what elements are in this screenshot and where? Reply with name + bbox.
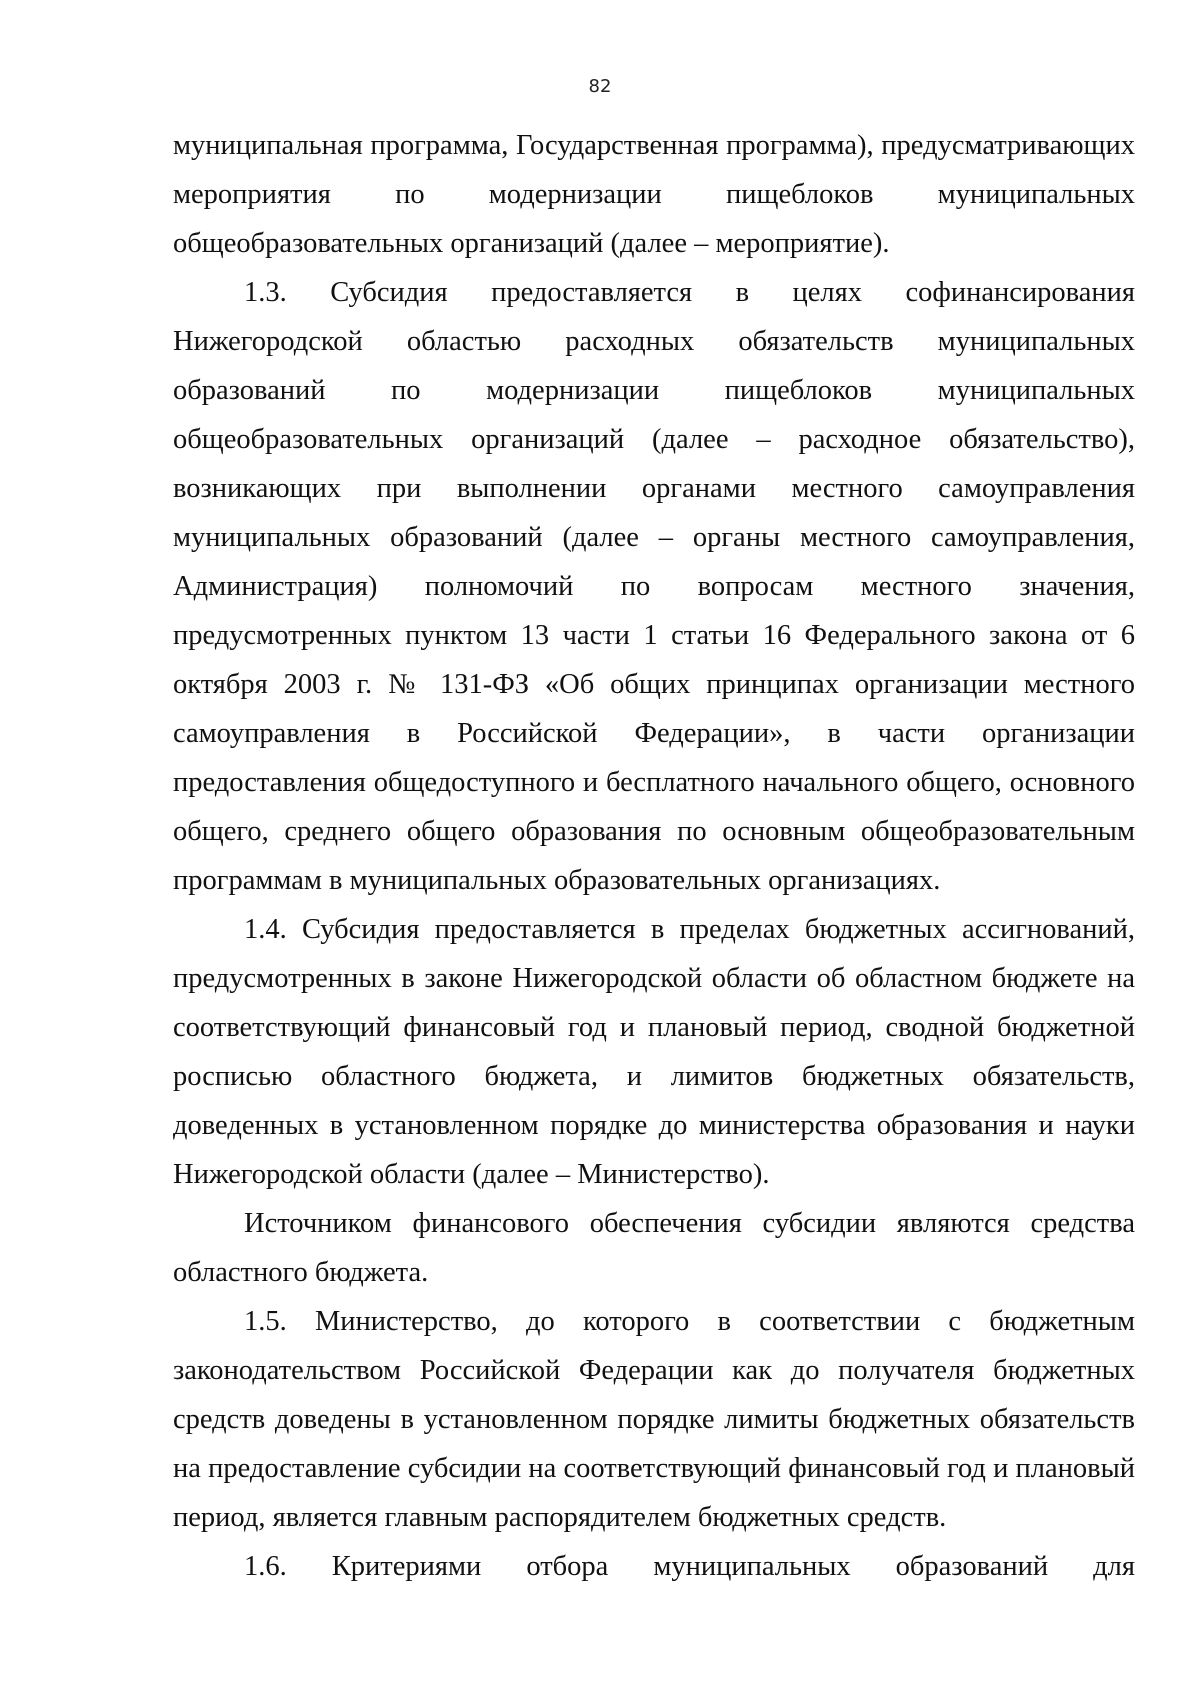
paragraph-continuation: муниципальная программа, Государственная программа), предусматривающих мероприятия по модернизации пищеблоков муниципальных общеобразовательных организаций (далее – мероприятие). [173,130,1135,259]
page-number: 82 [588,76,612,97]
paragraph-1-3: 1.3. Субсидия предоставляется в целях софинансирования Нижегородской областью расходных обязательств муниципальных образований по модернизации пищеблоков муниципальных общеобразовательных организаций (далее – расходное обязательство), возникающих при выполнении органами местного самоуправления муниципальных образований (далее – органы местного самоуправления, Администрация) полномочий по вопросам местного значения, предусмотренных пунктом 13 части 1 статьи 16 Федерального закона от 6 октября 2003 г. № 131-ФЗ «Об общих принципах организации местного самоуправления в Российской Федерации», в части организации предоставления общедоступного и бесплатного начального общего, основного общего, среднего общего образования по основным общеобразовательным программам в муниципальных образовательных организациях. [173,277,1135,896]
paragraph-funding-source: Источником финансового обеспечения субсидии являются средства областного бюджета. [173,1208,1135,1288]
paragraph-1-5: 1.5. Министерство, до которого в соответствии с бюджетным законодательством Российской Федерации как до получателя бюджетных средств доведены в установленном порядке лимиты бюджетных обязательств на предоставление субсидии на соответствующий финансовый год и плановый период, является главным распорядителем бюджетных средств. [173,1306,1135,1533]
paragraph-1-4: 1.4. Субсидия предоставляется в пределах бюджетных ассигнований, предусмотренных в законе Нижегородской области об областном бюджете на соответствующий финансовый год и плановый период, сводной бюджетной росписью областного бюджета, и лимитов бюджетных обязательств, доведенных в установленном порядке до министерства образования и науки Нижегородской области (далее – Министерство). [173,914,1135,1190]
paragraph-1-6: 1.6. Критериями отбора муниципальных образований для [244,1551,1135,1582]
document-body [173,121,1135,1591]
